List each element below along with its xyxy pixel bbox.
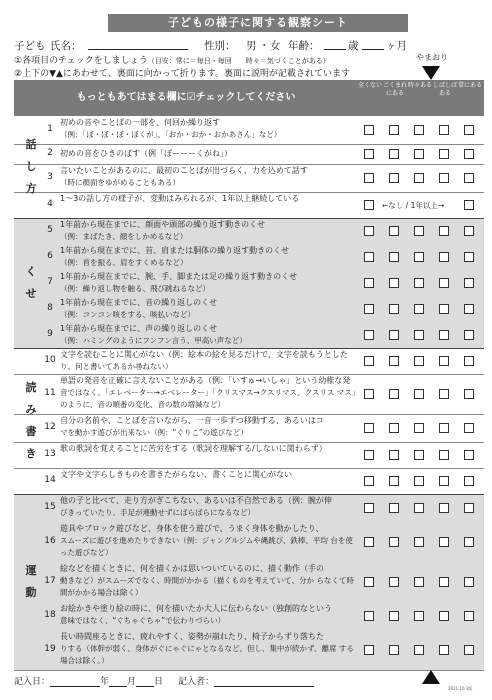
item-number: 8 [47,303,53,313]
item-example: りする（体幹が弱く、身体がぐにゃぐにゃとなるなど。但し、集中が続かず、離席 する場合は除く。） [60,644,354,665]
checkbox[interactable] [414,450,424,460]
item-example: （例：繰り返し物を触る、飛び跳ねるなど） [60,284,210,293]
table-row [14,348,484,375]
item-example: （例：まばたき、顔をしかめるなど） [60,232,188,241]
item-text-block [60,148,360,160]
category-char: き [25,447,37,460]
category-label [24,261,38,305]
checkbox[interactable] [364,389,374,399]
category-char: 読 [25,381,37,394]
item-number: 9 [47,329,53,339]
checkbox[interactable] [414,645,424,655]
category-char: 運 [25,564,37,577]
checkbox[interactable] [439,356,449,366]
checkbox[interactable] [414,423,424,433]
name-label: 氏名： [50,40,82,52]
item-example: り、何と書いてあるか尋ねない） [60,362,173,371]
item-text-block [60,219,360,243]
item-text: 文字を読むことに関心がない（例：絵本の絵を見るだけで、文字を読もうとした [60,350,348,359]
checkbox[interactable] [464,389,474,399]
category-char: 話 [25,138,37,151]
category-label [24,377,38,465]
recorder-label: 記入者： [177,677,214,687]
item-example: 動きなど）がスムーズでなく、時間がかかる（描くものを考えていて、分か らなくて時間がかかる場合は除く） [60,576,354,597]
item-text: 文字や文字らしきものを書きたがらない、書くことに関心がない [60,470,292,479]
category-char: 書 [25,425,37,438]
observation-sheet [8,8,484,692]
item-text-block [60,415,360,439]
item-example: スムーズに遊びを進めたりできない（例：ジャングルジムや縄跳び、鉄棒、平均 台を使った遊びなど） [60,536,353,557]
checkbox[interactable] [414,611,424,621]
checkbox[interactable] [389,423,399,433]
item-text: 初めの音やことばの一部を、何回か繰り返す [60,118,220,127]
checkbox[interactable] [464,645,474,655]
item-text-block [60,271,360,295]
checkbox[interactable] [364,125,374,135]
item-text-block [60,349,360,373]
item-number: 10 [44,355,56,365]
checkbox[interactable] [464,125,474,135]
item-number: 7 [47,277,53,287]
item-number: 15 [44,502,56,512]
checkbox[interactable] [389,476,399,486]
table-row [14,192,484,219]
checkbox[interactable] [439,423,449,433]
item-text: 単語の発音を正確に言えないことがある（例：「いすゅ→いしゃ」という幼稚な発 [60,376,351,385]
item-text: 自分の名前や、ことばを言いながら、一音一歩ずつ移動する、あるいはコ [60,416,324,425]
name-field[interactable] [88,38,188,50]
item-text-block [60,563,360,599]
table-header [14,80,484,116]
item-number: 5 [47,225,53,235]
item-example: （例：ハミングのようにフンフン言う、甲高い声など） [60,336,247,345]
col-sometimes: 時々ある [408,82,433,89]
checkbox[interactable] [389,304,399,314]
checkbox[interactable] [414,537,424,547]
item-text: 1年前から現在までに、声の繰り返しのくせ [60,324,218,333]
item-number: 14 [44,475,56,485]
item-text-block [60,117,360,141]
table-row [14,218,484,245]
checkbox[interactable] [464,200,474,210]
checkbox[interactable] [414,278,424,288]
checkbox[interactable] [464,173,474,183]
checkbox[interactable] [389,503,399,513]
checkbox[interactable] [414,226,424,236]
item-text-block [60,495,360,519]
checkbox[interactable] [414,149,424,159]
checkbox[interactable] [364,330,374,340]
checkbox[interactable] [464,476,474,486]
item-text-block [60,443,360,455]
age-years-unit: 歳 [348,40,359,52]
checkbox[interactable] [464,356,474,366]
col-always: 常にある [458,82,483,89]
checkbox[interactable] [439,476,449,486]
item-example: 音ではなく、「エレベーター→エベレーター」「クリスマス→クスリマス、クスリス マス」のように、音の順番の変化、音の数の増減など） [60,388,360,409]
checkbox[interactable] [364,304,374,314]
table-row [14,442,484,469]
item-text-block [60,193,360,205]
checkbox[interactable] [364,173,374,183]
item-number: 3 [47,172,53,182]
age-months-field[interactable] [362,38,384,50]
document-code: 2021.10.1版 [448,686,473,691]
item-number: 4 [47,199,53,209]
table-row [14,144,484,165]
checkbox[interactable] [389,611,399,621]
checkbox[interactable] [439,125,449,135]
item-text-block [60,323,360,347]
table-row [14,414,484,443]
year-unit: 年 [100,677,110,687]
item-text: 言いたいことがあるのに、最初のことばが出づらく、力を込めて話す [60,166,308,175]
recorder-field[interactable] [214,675,314,687]
checkbox[interactable] [389,226,399,236]
checkbox[interactable] [414,330,424,340]
checkbox[interactable] [439,450,449,460]
checkbox[interactable] [464,278,474,288]
table-row [14,116,484,145]
age-label: 年齢： [288,40,320,52]
table-row [14,270,484,297]
checkbox[interactable] [414,252,424,262]
checkbox[interactable] [414,577,424,587]
item-text-block [60,631,360,667]
item-example: びきっていたり、手足が連動せずにばらばらになるなど） [60,508,255,517]
col-often: しばしばある [433,82,458,97]
category-char: く [25,265,37,278]
item-text: 1年前から現在までに、首、肩または胴体の繰り返す動きのくせ [60,246,290,255]
item-text: 長い時間座るときに、疲れやすく、姿勢が崩れたり、椅子からずり落ちた [60,632,324,641]
checkbox[interactable] [464,450,474,460]
item-text: お絵かきや塗り絵の時に、何を描いたか大人に伝わらない（独創的なという [60,604,332,613]
item-text-block [60,375,360,411]
table-row [14,374,484,415]
checkbox[interactable] [439,577,449,587]
table-row [14,322,484,349]
category-char: み [25,403,37,416]
sex-male-option[interactable]: 男 [246,40,257,52]
checkbox[interactable] [364,149,374,159]
checkbox[interactable] [439,537,449,547]
checkbox[interactable] [464,503,474,513]
item-number: 6 [47,251,53,261]
checkbox[interactable] [389,356,399,366]
checkbox[interactable] [414,304,424,314]
item-text: 絵などを描くときに、何を描くかは思いついているのに、描く動作（手の [60,564,324,573]
sex-female-option[interactable]: 女 [270,40,281,52]
checkbox[interactable] [464,577,474,587]
checkbox[interactable] [389,125,399,135]
checkbox[interactable] [439,149,449,159]
item-number: 16 [44,536,56,546]
item-example: （例：首を振る、肩をすくめるなど） [60,258,188,267]
checkbox[interactable] [389,645,399,655]
checkbox[interactable] [464,330,474,340]
record-day-field[interactable] [136,675,154,687]
item-example: （例：コンコン咳をする、咳払いなど） [60,310,195,319]
item-text: 1年前から現在までに、顔面や頭部の繰り返す動きのくせ [60,220,266,229]
category-divider [14,494,484,495]
record-date-label: 記入日： [14,677,51,687]
item-text: 1〜3の話し方の様子が、変動はみられるが、1年以上継続している [60,194,300,203]
category-char: 動 [25,586,37,599]
item-text-block [60,523,360,559]
checkbox[interactable] [364,611,374,621]
sex-separator: ・ [259,40,270,52]
checkbox[interactable] [439,645,449,655]
table-row [14,562,484,603]
checkbox[interactable] [439,252,449,262]
category-label [24,134,38,200]
category-char: せ [25,287,37,300]
item-number: 2 [47,148,53,158]
checkbox[interactable] [464,611,474,621]
checkbox[interactable] [439,330,449,340]
checkbox[interactable] [389,252,399,262]
checkbox[interactable] [464,252,474,262]
checkbox[interactable] [414,356,424,366]
checkbox[interactable] [439,389,449,399]
month-unit: 月 [127,677,137,687]
footer [14,674,414,687]
checkbox[interactable] [414,503,424,513]
fold-label: やまおり [416,53,448,62]
instruction-1 [14,53,330,66]
age-years-field[interactable] [324,38,346,50]
checkbox[interactable] [364,200,374,210]
checkbox[interactable] [414,173,424,183]
item-text-block [60,245,360,269]
table-row [14,630,484,671]
checkbox[interactable] [364,226,374,236]
checkbox[interactable] [364,278,374,288]
checkbox[interactable] [364,252,374,262]
checkbox[interactable] [389,450,399,460]
item-text: 遊具やブロック遊びなど、身体を使う遊びで、うまく身体を動かしたり、 [60,524,324,533]
checkbox[interactable] [464,226,474,236]
item-text-block [60,603,360,627]
table-row [14,244,484,271]
checkbox[interactable] [364,537,374,547]
table-row [14,602,484,631]
table-row [14,468,484,495]
checkbox[interactable] [464,149,474,159]
instruction-1-note: （目安：常に＝毎日・毎回 時々＝気づくことがある） [147,57,330,65]
item-number: 11 [44,388,56,398]
checkbox[interactable] [389,278,399,288]
duration-note: ←なし / 1年以上→ [382,200,445,210]
table-row [14,494,484,523]
item-example: （例：「ぼ・ぼ・ぼ・ぼくが」、「おか・おか・おかあさん」など） [60,130,282,139]
sheet-title: 子どもの様子に関する観察シート [108,14,408,32]
checkbox[interactable] [439,173,449,183]
day-unit: 日 [154,677,164,687]
checkbox[interactable] [389,173,399,183]
checkbox[interactable] [364,423,374,433]
category-divider [14,348,484,349]
checkbox[interactable] [389,149,399,159]
checkbox[interactable] [439,611,449,621]
checkbox[interactable] [414,476,424,486]
checkbox[interactable] [439,226,449,236]
item-text-block [60,165,360,189]
item-text-block [60,469,360,481]
item-number: 1 [47,124,53,134]
sex-label: 性別： [204,40,236,52]
checkbox[interactable] [464,423,474,433]
checkbox[interactable] [364,356,374,366]
table-row [14,522,484,563]
item-text: 他の子と比べて、走り方がぎこちない、あるいは不自然である（例：腕が伸 [60,496,332,505]
fold-marker-up-icon [422,670,440,684]
checkbox[interactable] [364,476,374,486]
checkbox[interactable] [389,537,399,547]
item-text: 歌の歌詞を覚えることに苦労をする（歌詞を理解する/しないに関わらず） [60,444,327,453]
checkbox[interactable] [389,577,399,587]
checkbox[interactable] [439,304,449,314]
item-text: 初めの音をひきのばす（例「ぼーーーくがね」） [60,149,232,158]
item-example: （時に顔面をゆがめることもある） [60,178,180,187]
col-never: 全くない [358,82,383,89]
record-year-field[interactable] [50,675,100,687]
table-row [14,296,484,323]
fold-marker-down-icon [422,66,440,80]
checkbox[interactable] [464,304,474,314]
item-number: 17 [44,576,56,586]
item-number: 18 [44,610,56,620]
item-text: 1年前から現在までに、音の繰り返しのくせ [60,298,218,307]
category-char: 方 [25,182,37,195]
item-number: 12 [44,422,56,432]
checkbox[interactable] [439,278,449,288]
instruction-1-text: ①各項目のチェックをしましょう [14,56,148,66]
col-rarely: ごくまれにある [383,82,408,97]
category-char: し [25,160,37,173]
category-divider [14,218,484,219]
item-number: 19 [44,644,56,654]
child-label: 子ども [14,40,46,52]
category-label [24,560,38,604]
checkbox[interactable] [364,645,374,655]
instruction-2: ②上下の▼▲にあわせて、裏面に向かって折ります。裏面に説明が記載されています [14,69,351,79]
checkbox[interactable] [414,125,424,135]
age-months-unit: ヶ月 [386,40,407,52]
checkbox[interactable] [364,450,374,460]
table-row [14,164,484,193]
checkbox[interactable] [389,330,399,340]
item-example: 意味ではなく、“ぐちゃぐちゃ”で伝わりづらい） [60,616,226,625]
record-month-field[interactable] [109,675,127,687]
item-text: 1年前から現在までに、腕、手、脚または足の繰り返す動きのくせ [60,272,298,281]
checkbox[interactable] [464,537,474,547]
checkbox[interactable] [389,389,399,399]
item-number: 13 [44,449,56,459]
item-example: マを動かす遊びが出来ない（例：“ぐりこ”の遊びなど） [60,428,248,437]
child-info-line [14,38,484,52]
header-instruction: もっともあてはまる欄に☑チェックしてください [76,92,296,103]
item-text-block [60,297,360,321]
checkbox[interactable] [439,503,449,513]
checkbox[interactable] [364,503,374,513]
checkbox[interactable] [414,389,424,399]
checkbox[interactable] [364,577,374,587]
